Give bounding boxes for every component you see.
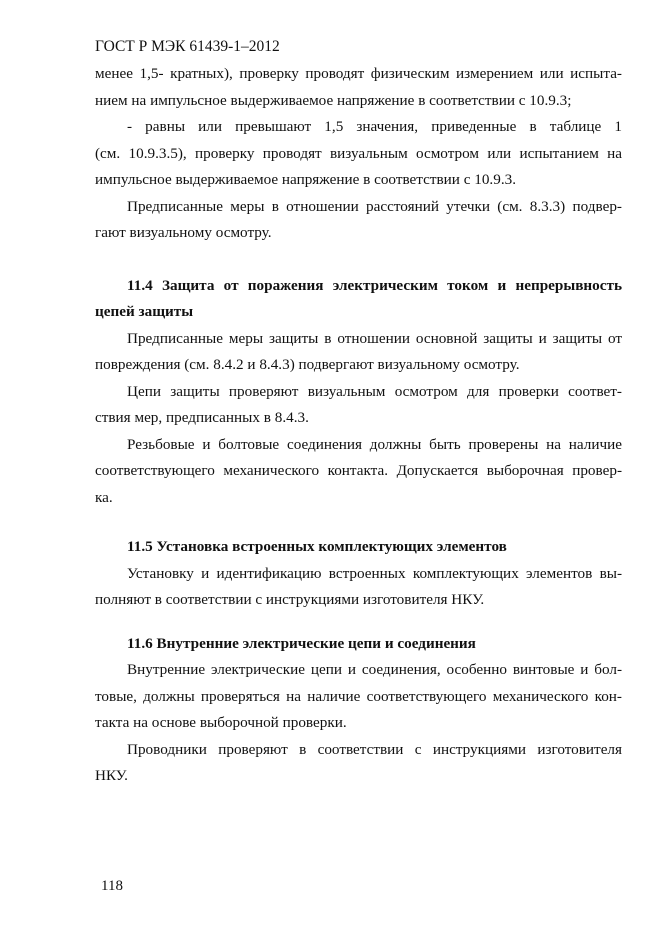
paragraph-first-line: Внутренние электрические цепи и соединения, особенно винтовые и бол-: [127, 661, 622, 678]
text-line: полняют в соответствии с инструкциями изготовителя НКУ.: [95, 591, 485, 608]
text-line: такта на основе выборочной проверки.: [95, 714, 347, 731]
document-code-header: ГОСТ Р МЭК 61439-1–2012: [95, 38, 280, 55]
paragraph-first-line: Предписанные меры в отношении расстояний утечки (см. 8.3.3) подвер-: [127, 197, 622, 215]
paragraph-first-line: Предписанные меры защиты в отношении основной защиты и защиты от: [127, 329, 622, 347]
section-heading-11-4: 11.4 Защита от поражения электрическим током и непрерывность: [127, 276, 622, 294]
paragraph-first-line: Резьбовые и болтовые соединения должны быть проверены на наличие: [127, 435, 622, 453]
paragraph-first-line: Установку и идентификацию встроенных комплектующих элементов вы-: [127, 564, 622, 582]
text-line: менее 1,5- кратных), проверку проводят физическим измерением или испыта-: [95, 65, 622, 82]
text-line: импульсное выдерживаемое напряжение в соответствии с 10.9.3.: [95, 171, 517, 188]
section-spacer: [95, 247, 622, 273]
section-spacer: [95, 614, 622, 631]
text-line: НКУ.: [95, 767, 128, 784]
text-line: ствия мер, предписанных в 8.4.3.: [95, 409, 309, 426]
section-heading-11-6: 11.6 Внутренние электрические цепи и соединения: [127, 634, 476, 652]
text-line: гают визуальному осмотру.: [95, 224, 272, 241]
text-line: нием на импульсное выдерживаемое напряжение в соответствии с 10.9.3;: [95, 91, 572, 109]
list-item-line: - равны или превышают 1,5 значения, приведенные в таблице 1: [127, 118, 622, 135]
text-line: товые, должны проверяться на наличие соответствующего механического кон-: [95, 687, 622, 705]
document-body: [95, 61, 622, 790]
section-heading-11-4-cont: цепей защиты: [95, 303, 194, 320]
section-spacer: [95, 511, 622, 534]
text-line: соответствующего механического контакта. Допускается выборочная провер-: [95, 462, 622, 479]
page-number: 118: [101, 878, 123, 894]
text-line: ка.: [95, 488, 113, 506]
section-heading-11-5: 11.5 Установка встроенных комплектующих элементов: [127, 538, 507, 555]
text-line: повреждения (см. 8.4.2 и 8.4.3) подвергают визуальному осмотру.: [95, 356, 520, 373]
text-line: (см. 10.9.3.5), проверку проводят визуальным осмотром или испытанием на: [95, 144, 622, 162]
paragraph-first-line: Проводники проверяют в соответствии с инструкциями изготовителя: [127, 740, 622, 758]
paragraph-first-line: Цепи защиты проверяют визуальным осмотром для проверки соответ-: [127, 382, 622, 400]
